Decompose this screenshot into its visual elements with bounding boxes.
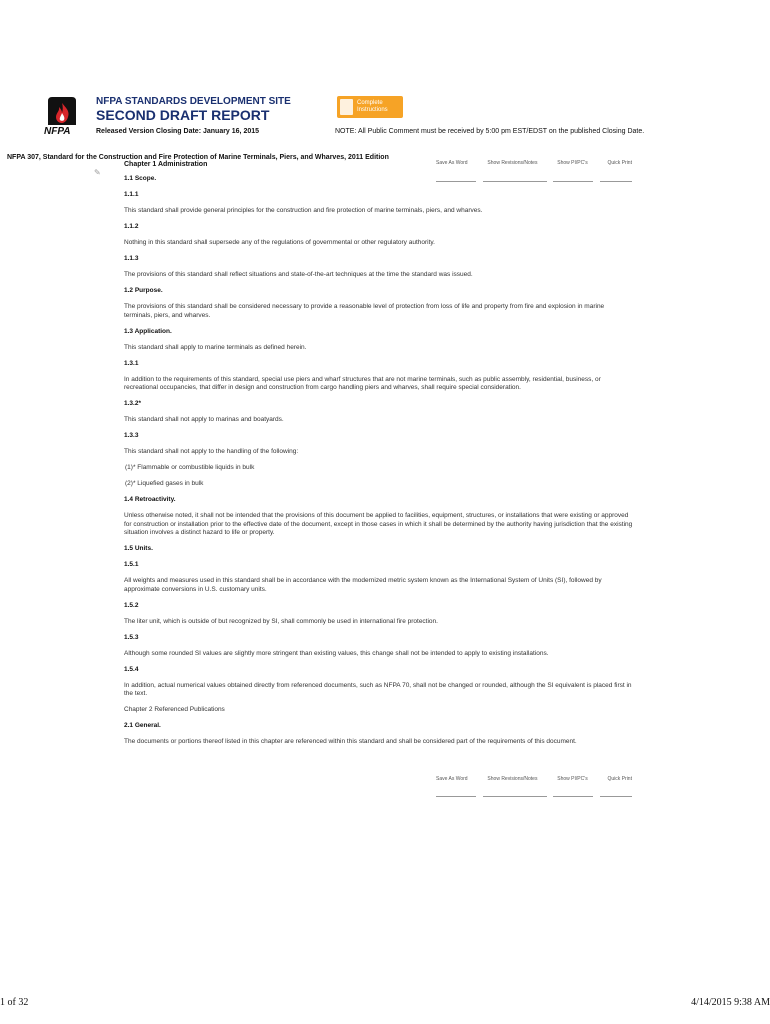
paragraph: The provisions of this standard shall reflect situations and state-of-the-art techniques at the time the standard was issued.: [124, 271, 473, 278]
paragraph: Nothing in this standard shall supersede any of the regulations of governmental or other regulatory authority.: [124, 239, 435, 246]
paragraph: This standard shall apply to marine terminals as defined herein.: [124, 343, 307, 351]
section-heading: 1.2 Purpose.: [124, 287, 163, 294]
paragraph: In addition, actual numerical values obtained directly from referenced documents, such as NFPA 70, shall not be changed or rounded, although the SI equivalent is placed first in the text.: [124, 681, 632, 697]
paragraph: Unless otherwise noted, it shall not be intended that the provisions of this document be applied to facilities, equipment, structures, or installations that were existing or approved for construction or installation prior to the effective date of the document, except in those cases in which it shall be determined by the authority having jurisdiction that the existing situation involves a distinct hazard to life or property.: [124, 512, 633, 536]
save-as-word-link[interactable]: Save As Word: [436, 160, 468, 166]
section-heading: 1.3.3: [124, 432, 139, 439]
section-heading: 1.5 Units.: [124, 545, 153, 552]
section-heading: 1.1.1: [124, 191, 139, 198]
section-heading: 1.1.2: [124, 223, 139, 230]
section-heading: 2.1 General.: [124, 722, 161, 729]
site-name: NFPA STANDARDS DEVELOPMENT SITE: [96, 96, 291, 107]
show-pi-pc-link[interactable]: Show PI/PC's: [557, 776, 588, 782]
pencil-icon[interactable]: ✎: [94, 168, 101, 177]
chapter-2-links: [436, 776, 632, 782]
complete-instructions-button[interactable]: [337, 96, 403, 118]
chapter-1-heading: Chapter 1 Administration: [124, 161, 208, 168]
closing-date: Released Version Closing Date: January 16, 2015: [96, 128, 260, 135]
section-heading: 1.5.1: [124, 561, 139, 568]
logo-text: NFPA: [44, 126, 71, 137]
list-item: (2)* Liquefied gases in bulk: [125, 480, 204, 487]
paragraph: The provisions of this standard shall be considered necessary to provide a reasonable level of protection from loss of life and property from fire and explosion in marine terminals, piers, and wharves.: [124, 303, 605, 319]
section-heading: 1.3 Application.: [124, 327, 172, 335]
section-heading: 1.1.3: [124, 255, 139, 262]
standard-title: NFPA 307, Standard for the Construction and Fire Protection of Marine Terminals, Piers, and Wharves, 2011 Edition: [7, 154, 389, 161]
paragraph: This standard shall not apply to the handling of the following:: [124, 448, 299, 455]
report-title: SECOND DRAFT REPORT: [96, 107, 270, 123]
chapter-2-link-underlines: [436, 796, 632, 797]
document-icon: [340, 99, 353, 115]
section-heading: 1.5.2: [124, 601, 139, 609]
paragraph: This standard shall not apply to marinas and boatyards.: [124, 416, 284, 423]
show-revisions-link[interactable]: Show Revisions/Notes: [487, 160, 538, 166]
section-heading: 1.5.4: [124, 665, 139, 673]
section-heading: 1.3.2*: [124, 400, 141, 407]
section-heading: 1.1 Scope.: [124, 175, 157, 182]
quick-print-link[interactable]: Quick Print: [607, 160, 632, 166]
page-number: 1 of 32: [0, 997, 29, 1008]
instructions-line1: Complete: [357, 100, 383, 106]
section-heading: 1.4 Retroactivity.: [124, 496, 176, 503]
paragraph: In addition to the requirements of this standard, special use piers and wharf structures that are not marine terminals, such as public assembly, residential, business, or recreational occupancies, that differ in design and construction from cargo handling piers and wharves, shall require special consideration.: [124, 375, 601, 391]
print-datetime: 4/14/2015 9:38 AM: [691, 997, 770, 1008]
public-comment-note: NOTE: All Public Comment must be received by 5:00 pm EST/EDST on the published Closing Date.: [335, 128, 645, 135]
paragraph: The liter unit, which is outside of but recognized by SI, shall commonly be used in international fire protection.: [124, 617, 438, 625]
paragraph: The documents or portions thereof listed in this chapter are referenced within this standard and shall be considered part of the requirements of this document.: [124, 738, 577, 745]
paragraph: All weights and measures used in this standard shall be in accordance with the modernized metric system known as the International System of Units (SI), followed by approximate conversions in U.S. customary units.: [124, 577, 602, 593]
save-as-word-link[interactable]: Save As Word: [436, 776, 468, 782]
nfpa-logo: [44, 95, 88, 137]
show-revisions-link[interactable]: Show Revisions/Notes: [487, 776, 538, 782]
chapter-1-links: [436, 160, 632, 166]
document-body: [124, 175, 634, 754]
quick-print-link[interactable]: Quick Print: [607, 776, 632, 782]
chapter-2-heading: Chapter 2 Referenced Publications: [124, 706, 225, 713]
section-heading: 1.5.3: [124, 633, 139, 641]
show-pi-pc-link[interactable]: Show PI/PC's: [557, 160, 588, 166]
instructions-line2: Instructions: [357, 107, 388, 113]
paragraph: This standard shall provide general principles for the construction and fire protection of marine terminals, piers, and wharves.: [124, 207, 483, 214]
paragraph: Although some rounded SI values are slightly more stringent than existing values, this change shall not be intended to apply to existing installations.: [124, 649, 549, 657]
section-heading: 1.3.1: [124, 359, 139, 367]
list-item: (1)* Flammable or combustible liquids in bulk: [125, 464, 255, 471]
